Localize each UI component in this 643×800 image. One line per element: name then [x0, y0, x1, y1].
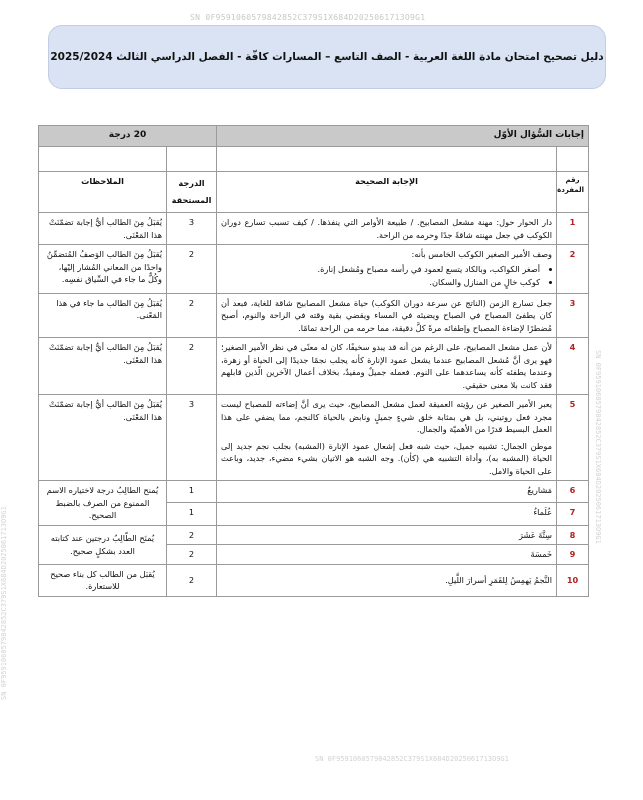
note-text: يُقبَلُ مِنَ الطالب الوَصفُ المُتضمِّنُ واحدًا من المعاني المُشار إليْها، وكُلُّ ما جاء في السِّياق نفسِه. — [39, 245, 167, 294]
note-text: يُقبَل من الطالب كل بناء صحيح للاستعارة. — [39, 564, 167, 596]
table-row — [39, 293, 589, 338]
bullet-item: • كوكب خالٍ من المنازل والسكان. — [221, 276, 540, 289]
note-text: يُقبَلُ مِنَ الطالب أيُّ إجابة تضمّنَتْ هذا المَعْنَى. — [39, 213, 167, 245]
answer-intro: وصف الأمير الصغير الكوكب الخامس بأنه: — [411, 249, 553, 259]
item-number: 4 — [557, 338, 589, 395]
answer-cell — [217, 245, 557, 294]
grade-value: 1 — [167, 503, 217, 525]
section-points: 20 درجة — [39, 126, 217, 147]
answer-cell — [217, 395, 557, 481]
answer-text: يعبر الأمير الصغير عن رؤيته العميقة لعمل مشعل المصابيح، حيث يرى أنَّ إضاءته للمصباح ليست مجرد فعل روتيني، بل هي بمثابة خلق شيءٍ جميلٍ ونابض بالحياة كالنجم، مما يضفي على هذا العمل البسيط قدرًا من الأهميّة والجمال. — [221, 399, 553, 434]
grade-value: 1 — [167, 481, 217, 503]
answer-bullets — [221, 263, 552, 289]
col-answer: الإجابة الصحيحة — [217, 172, 557, 213]
exam-title: دليل تصحيح امتحان مادة اللغة العربية - الصف التاسع – المسارات كافّة - الفصل الدراسي الثالث 2025/2024 — [50, 51, 604, 63]
grade-value: 3 — [167, 213, 217, 245]
item-number: 5 — [557, 395, 589, 481]
section-title: إجابات السُّؤال الأوّل — [217, 126, 589, 147]
note-text: يُمنح الطالِبُ درجة لاختياره الاسم الممنوع من الصرف بالضبط الصحيح. — [39, 481, 167, 526]
answer-text: دار الحوار حول: مهنة مشعل المصابيح. / طبيعة الأوامر التي ينفذها. / كيف تسبب تسارع دوران الكوكب في جعل مهنته شاقةً جدًا وحرمه من الراحة. — [217, 213, 557, 245]
item-number: 7 — [557, 503, 589, 525]
col-num: رقم المفردة — [557, 172, 589, 213]
item-number: 3 — [557, 293, 589, 338]
table-row — [39, 213, 589, 245]
item-number: 10 — [557, 564, 589, 596]
col-grade: الدرجة المستحقة — [167, 172, 217, 213]
header-row — [39, 172, 589, 213]
grade-value: 3 — [167, 395, 217, 481]
spacer-row — [39, 147, 589, 172]
answers-table — [38, 125, 589, 597]
item-number: 8 — [557, 525, 589, 545]
grade-value: 2 — [167, 293, 217, 338]
table-row — [39, 395, 589, 481]
grade-value: 2 — [167, 525, 217, 545]
table-row — [39, 525, 589, 545]
col-notes: الملاحظات — [39, 172, 167, 213]
answer-text-2: موطن الجمال: تشبيه جميل، حيث شبه فعل إشعال عمود الإنارة (المشبه) بجلب نجم جديد إلى الحياة (المشبه به)، وأداة التشبيه هي (كأن). وجه الشبه هو الاتيان بشيء مضيء، جديد، وباعث على الحياة والامل. — [221, 440, 553, 476]
answer-text: النَّجمُ يَهمِسُ لِلقَمَرِ أسرارَ اللَّيلِ. — [217, 564, 557, 596]
grade-value: 2 — [167, 545, 217, 565]
answer-text: عُلَماءُ — [217, 503, 557, 525]
table-row — [39, 564, 589, 596]
table-row — [39, 338, 589, 395]
exam-header — [48, 25, 606, 89]
note-text: يُمنَح الطّالِبُ درجتين عند كتابته العدد بشكلٍ صحيح. — [39, 525, 167, 564]
bullet-item: • أصغر الكواكب، وبالكاد يتسع لعمود في رأسه مصباح ومُشعل إنارة. — [221, 263, 540, 276]
grade-value: 2 — [167, 564, 217, 596]
table-row — [39, 245, 589, 294]
item-number: 1 — [557, 213, 589, 245]
answer-text: خَمسَةَ — [217, 545, 557, 565]
note-text: يُقبَلُ مِنَ الطالب أيُّ إجابة تضمّنَتْ هذا المَعْنَى. — [39, 338, 167, 395]
item-number: 9 — [557, 545, 589, 565]
table-row — [39, 481, 589, 503]
item-number: 2 — [557, 245, 589, 294]
answer-text: لأن عمل مشعل المصابيح، على الرغم من أنه قد يبدو سخيفًا، كان له معنًى في نظر الأمير الصغير؛ فهو يرى أنَّ مُشعل المصابيح عندما يشعل عمود الإنارة كأنه يجلب نجمًا جديدًا إلى الحياة أو زهرة، وعندما يطفئه كأنه يساعدهما على النوم. فعمله جميلٌ ومفيدٌ، بخلاف أعمال الآخرين الّذين قابلهم فقد كانت بلا معنى حقيقي. — [217, 338, 557, 395]
note-text: يُقبَلُ مِنَ الطالب ما جاء في هذا المَعْنى. — [39, 293, 167, 338]
section-title-row — [39, 126, 589, 147]
answer-text: جعل تسارع الزمن (الناتج عن سرعة دوران الكوكب) حياة مشعل المصابيح شاقة للغاية، فبعد أن كان يطفئ المصباح في الصباح ويضيئه في المساء ويقضي بقية وقته في الراحة والنوم، أصبح مُضطرًا لإضاءة المصباح وإطفائه مرةً كلَّ دقيقة، مما حرمه من الراحة تمامًا. — [217, 293, 557, 338]
grade-value: 2 — [167, 245, 217, 294]
note-text: يُقبَلُ مِنَ الطالب أيُّ إجابة تضمّنَتْ هذا المَعْنَى. — [39, 395, 167, 481]
watermark-side: SN 0F9591060579842852C379S1X684D2025061713O9G1 — [594, 350, 602, 544]
watermark-side: SN 0F9591060579842852C379S1X684D2025061713O9G1 — [0, 506, 8, 700]
grade-value: 2 — [167, 338, 217, 395]
watermark-top: SN 0F9591060579842852C379S1X684D2025061713O9G1 — [190, 13, 426, 22]
answer-text: مَشاريعُ — [217, 481, 557, 503]
answer-text: سِتَّةَ عَشَرَ — [217, 525, 557, 545]
item-number: 6 — [557, 481, 589, 503]
watermark-row: SN 0F9591060579842852C379S1X684D2025061713O9G1 — [315, 755, 509, 763]
